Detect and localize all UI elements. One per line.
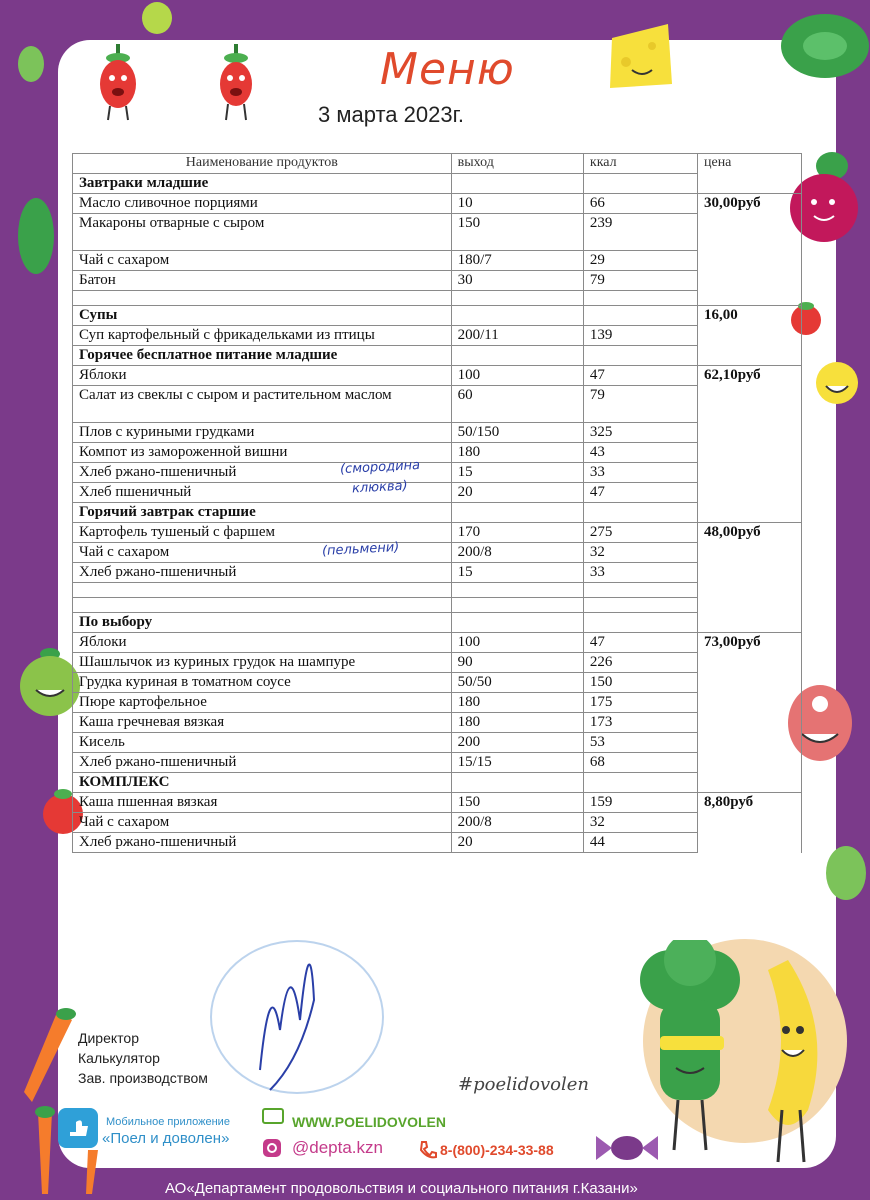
cell-name: Плов с куриными грудками (73, 423, 452, 443)
cell-kcal: 226 (583, 653, 697, 673)
leaf-icon (824, 844, 868, 902)
cell-kcal (583, 773, 697, 793)
table-header-row (73, 154, 802, 174)
table-row (73, 443, 802, 463)
cell-name: Хлеб ржано-пшеничный (73, 563, 452, 583)
cell-price (697, 291, 801, 306)
cell-name: Хлеб пшеничный (73, 483, 452, 503)
column-header-kcal: ккал (583, 154, 697, 174)
cell-name: Яблоки (73, 366, 452, 386)
cell-output: 150 (451, 793, 583, 813)
instagram-icon (262, 1138, 282, 1158)
cell-price (697, 613, 801, 633)
table-row (73, 386, 802, 423)
column-header-price: цена (697, 154, 801, 174)
section-row (73, 346, 802, 366)
cell-output (451, 174, 583, 194)
cell-price (697, 773, 801, 793)
cell-name: Хлеб ржано-пшеничный (73, 463, 452, 483)
cell-name: Салат из свеклы с сыром и растительном маслом (73, 386, 452, 423)
cell-kcal: 159 (583, 793, 697, 813)
candy-icon (592, 1128, 662, 1168)
cell-kcal: 33 (583, 463, 697, 483)
cell-kcal: 32 (583, 543, 697, 563)
cell-price (697, 503, 801, 523)
cell-kcal: 47 (583, 633, 697, 653)
app-icon (58, 1108, 98, 1148)
hashtag: #poelidovolen (458, 1074, 589, 1095)
leaf-icon (16, 44, 46, 84)
organization-footer: АО«Департамент продовольствия и социального питания г.Казани» (165, 1180, 638, 1197)
cell-name: Чай с сахаром (73, 813, 452, 833)
cell-name: Пюре картофельное (73, 693, 452, 713)
cell-kcal: 44 (583, 833, 697, 853)
cell-name: Яблоки (73, 633, 452, 653)
cell-price (697, 813, 801, 833)
table-row (73, 194, 802, 214)
cell-output (451, 291, 583, 306)
cell-kcal: 150 (583, 673, 697, 693)
section-row (73, 306, 802, 326)
cell-output: 20 (451, 833, 583, 853)
cell-price (697, 598, 801, 613)
lettuce-icon (780, 10, 870, 82)
carrot-character-icon (18, 1006, 78, 1106)
tomato-character-icon (214, 44, 258, 122)
cell-output: 15 (451, 563, 583, 583)
signature-role-calculator: Калькулятор (78, 1050, 160, 1066)
signature (230, 910, 340, 1100)
cell-name: Грудка куриная в томатном соусе (73, 673, 452, 693)
cell-name: Горячий завтрак старшие (73, 503, 452, 523)
cell-name: Каша пшенная вязкая (73, 793, 452, 813)
cell-price: 62,10руб (697, 366, 801, 386)
cell-price (697, 753, 801, 773)
cell-kcal: 66 (583, 194, 697, 214)
cell-name: КОМПЛЕКС (73, 773, 452, 793)
cell-kcal: 32 (583, 813, 697, 833)
menu-table (72, 153, 802, 853)
cell-price (697, 563, 801, 583)
cell-output (451, 598, 583, 613)
smiley-character-icon (814, 360, 860, 406)
signature-role-director: Директор (78, 1030, 139, 1046)
cell-name: Компот из замороженной вишни (73, 443, 452, 463)
table-row (73, 713, 802, 733)
cell-output: 30 (451, 271, 583, 291)
cell-kcal: 47 (583, 483, 697, 503)
cell-name: Горячее бесплатное питание младшие (73, 346, 452, 366)
cell-name: Чай с сахаром (73, 251, 452, 271)
cell-name (73, 598, 452, 613)
cell-kcal: 173 (583, 713, 697, 733)
handwritten-note: (смородина (339, 457, 421, 478)
handwritten-note: (пельмени) (321, 539, 400, 560)
signature-role-production: Зав. производством (78, 1070, 208, 1086)
cell-output (451, 773, 583, 793)
cell-output (451, 583, 583, 598)
cell-price (697, 326, 801, 346)
cell-output (451, 306, 583, 326)
cell-price (697, 251, 801, 271)
table-row (73, 733, 802, 753)
cell-price: 30,00руб (697, 194, 801, 214)
table-row (73, 523, 802, 543)
cell-kcal (583, 174, 697, 194)
cell-name: Батон (73, 271, 452, 291)
cell-kcal: 47 (583, 366, 697, 386)
table-row (73, 251, 802, 271)
cell-name: Суп картофельный с фрикадельками из птицы (73, 326, 452, 346)
cell-name: Хлеб ржано-пшеничный (73, 753, 452, 773)
cell-price (697, 271, 801, 291)
cell-output: 170 (451, 523, 583, 543)
table-row (73, 271, 802, 291)
leaf-icon (16, 196, 56, 276)
handwritten-note: клюква) (351, 478, 409, 497)
cell-name: Супы (73, 306, 452, 326)
spacer-row (73, 583, 802, 598)
section-row (73, 773, 802, 793)
cell-output: 150 (451, 214, 583, 251)
web-icon (262, 1108, 284, 1126)
table-row (73, 753, 802, 773)
app-label: Мобильное приложение (106, 1116, 230, 1128)
banana-character-icon (738, 950, 838, 1170)
cell-kcal: 53 (583, 733, 697, 753)
cell-output (451, 613, 583, 633)
cell-price (697, 693, 801, 713)
table-row (73, 653, 802, 673)
cell-output: 200/11 (451, 326, 583, 346)
cell-name: Хлеб ржано-пшеничный (73, 833, 452, 853)
cell-price (697, 833, 801, 853)
cell-output: 200/8 (451, 813, 583, 833)
cell-price: 73,00руб (697, 633, 801, 653)
cell-kcal: 275 (583, 523, 697, 543)
table-row (73, 633, 802, 653)
cell-kcal: 79 (583, 386, 697, 423)
cell-output: 100 (451, 366, 583, 386)
cell-price (697, 443, 801, 463)
cell-output: 90 (451, 653, 583, 673)
table-row (73, 793, 802, 813)
cell-kcal (583, 503, 697, 523)
cell-price (697, 174, 801, 194)
table-row (73, 563, 802, 583)
cell-output: 15/15 (451, 753, 583, 773)
cell-price (697, 673, 801, 693)
cell-price (697, 423, 801, 443)
app-name: «Поел и доволен» (102, 1130, 230, 1147)
cell-price (697, 483, 801, 503)
cell-price: 48,00руб (697, 523, 801, 543)
page-title: Меню (380, 44, 515, 95)
cell-output (451, 346, 583, 366)
phone-icon (418, 1140, 438, 1160)
table-row (73, 693, 802, 713)
column-header-name: Наименование продуктов (73, 154, 452, 174)
cell-price (697, 583, 801, 598)
cell-kcal (583, 306, 697, 326)
table-row (73, 326, 802, 346)
cell-price (697, 346, 801, 366)
table-row (73, 483, 802, 503)
cell-output: 10 (451, 194, 583, 214)
table-row (73, 673, 802, 693)
cell-name: Чай с сахаром (73, 543, 452, 563)
cell-output: 100 (451, 633, 583, 653)
cell-output: 50/50 (451, 673, 583, 693)
cell-output: 15 (451, 463, 583, 483)
cell-output (451, 503, 583, 523)
table-row (73, 813, 802, 833)
spacer-row (73, 291, 802, 306)
cell-output: 60 (451, 386, 583, 423)
cell-kcal: 325 (583, 423, 697, 443)
cell-kcal (583, 291, 697, 306)
cell-name: Кисель (73, 733, 452, 753)
cell-kcal (583, 583, 697, 598)
column-header-output: выход (451, 154, 583, 174)
cell-kcal: 239 (583, 214, 697, 251)
table-row (73, 833, 802, 853)
section-row (73, 174, 802, 194)
table-row (73, 214, 802, 251)
cell-price (697, 386, 801, 423)
cell-price: 16,00 (697, 306, 801, 326)
cell-name (73, 583, 452, 598)
leaf-icon (140, 0, 174, 36)
cell-name: Шашлычок из куриных грудок на шампуре (73, 653, 452, 673)
cell-kcal: 139 (583, 326, 697, 346)
cell-name: Масло сливочное порциями (73, 194, 452, 214)
tomato-character-icon (96, 44, 140, 122)
instagram-handle[interactable]: @depta.kzn (292, 1138, 383, 1157)
cell-output: 20 (451, 483, 583, 503)
cell-kcal (583, 346, 697, 366)
section-row (73, 503, 802, 523)
cell-name: Картофель тушеный с фаршем (73, 523, 452, 543)
cell-name (73, 291, 452, 306)
cell-output: 180 (451, 443, 583, 463)
cell-kcal: 43 (583, 443, 697, 463)
cell-price (697, 543, 801, 563)
table-row (73, 543, 802, 563)
phone-number[interactable]: 8-(800)-234-33-88 (440, 1142, 554, 1158)
table-row (73, 366, 802, 386)
cell-price (697, 713, 801, 733)
cell-name: Каша гречневая вязкая (73, 713, 452, 733)
cell-output: 200/8 (451, 543, 583, 563)
website-link[interactable]: WWW.POELIDOVOLEN (292, 1114, 446, 1130)
menu-date: 3 марта 2023г. (318, 102, 465, 127)
cell-name: Макароны отварные с сыром (73, 214, 452, 251)
cell-kcal: 175 (583, 693, 697, 713)
cell-kcal (583, 613, 697, 633)
table-row (73, 463, 802, 483)
cell-kcal: 79 (583, 271, 697, 291)
cell-price (697, 733, 801, 753)
cell-output: 180 (451, 713, 583, 733)
cell-kcal (583, 598, 697, 613)
cell-kcal: 33 (583, 563, 697, 583)
cell-price (697, 214, 801, 251)
spacer-row (73, 598, 802, 613)
carrot-character-icon (70, 1146, 106, 1196)
cell-output: 50/150 (451, 423, 583, 443)
cell-output: 200 (451, 733, 583, 753)
cell-output: 180/7 (451, 251, 583, 271)
cell-kcal: 68 (583, 753, 697, 773)
cell-name: По выбору (73, 613, 452, 633)
cell-name: Завтраки младшие (73, 174, 452, 194)
cell-price (697, 463, 801, 483)
section-row (73, 613, 802, 633)
cell-price: 8,80руб (697, 793, 801, 813)
cheese-character-icon (604, 18, 676, 94)
cell-price (697, 653, 801, 673)
table-row (73, 423, 802, 443)
cell-output: 180 (451, 693, 583, 713)
cell-kcal: 29 (583, 251, 697, 271)
